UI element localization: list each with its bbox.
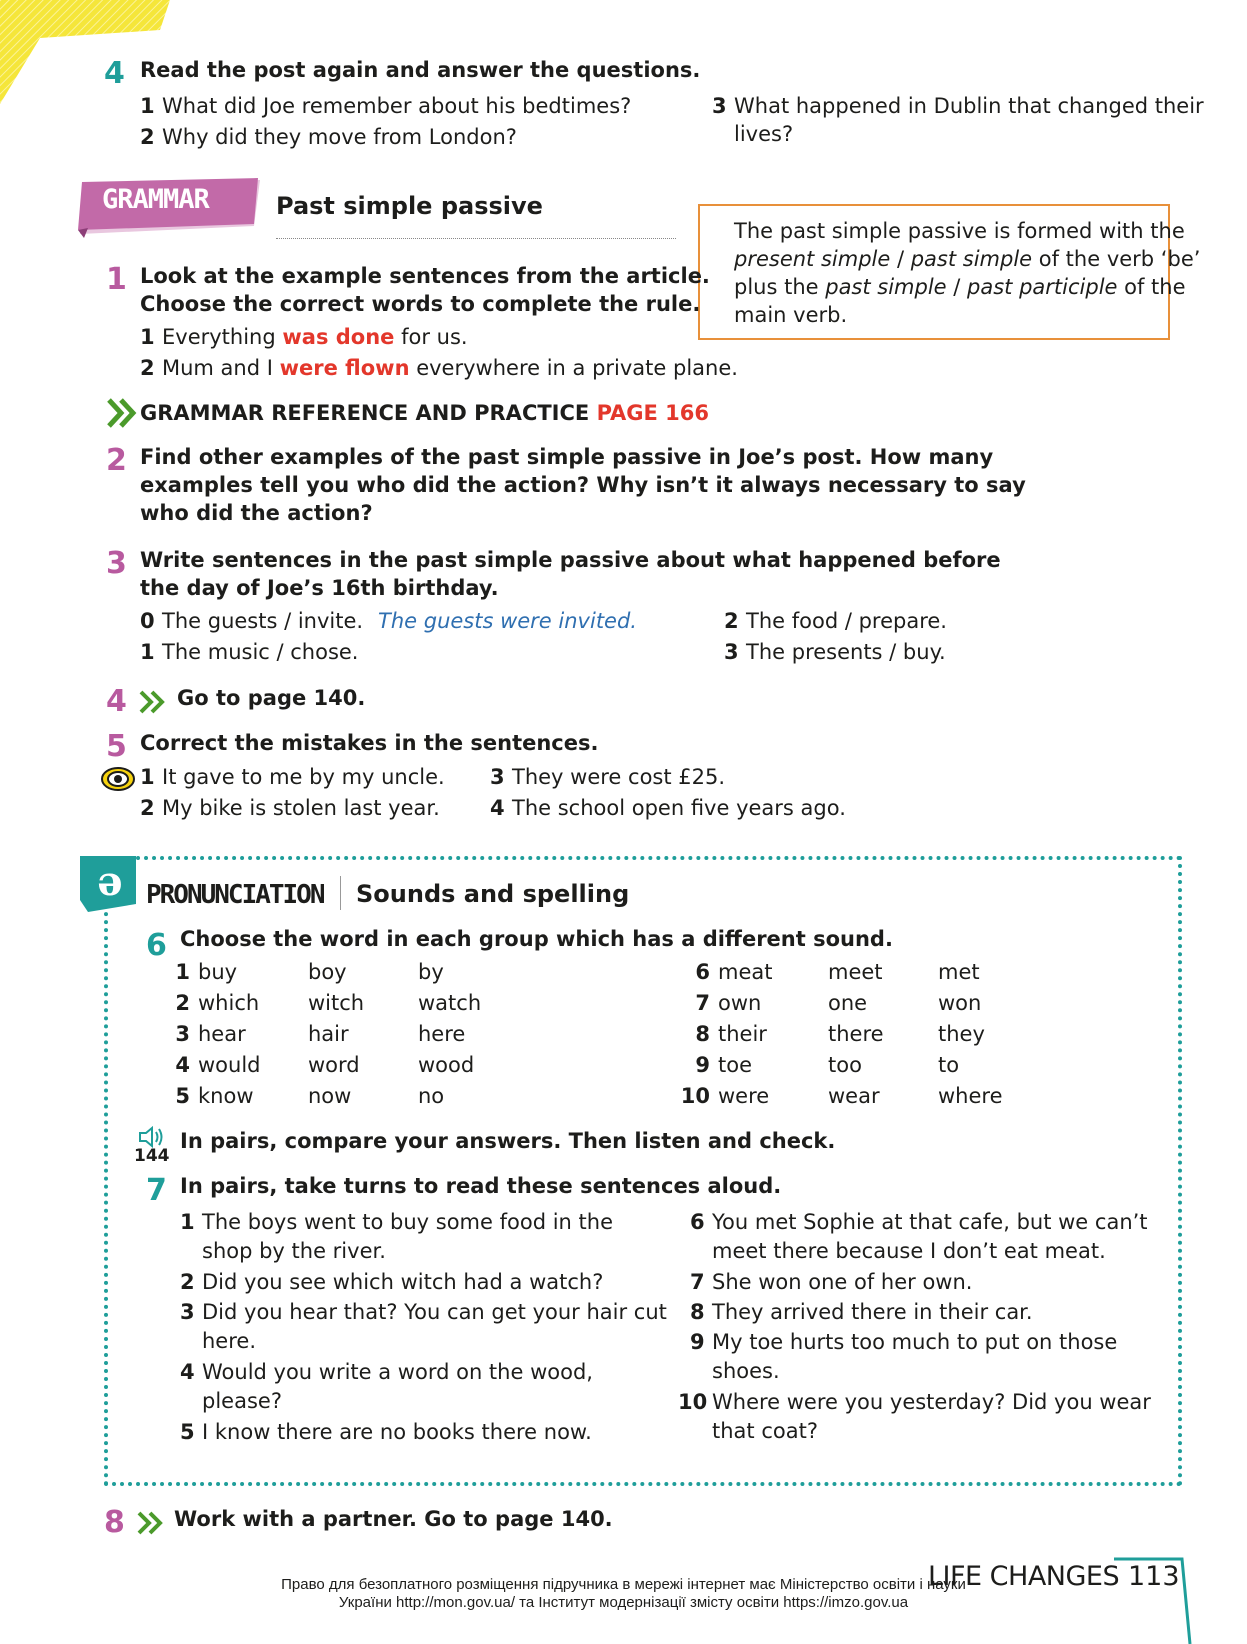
word-group-number: 10 xyxy=(680,1084,710,1108)
sentence-3: 3 Did you hear that? You can get your hair cut xyxy=(180,1300,667,1324)
word-group-number: 6 xyxy=(695,960,710,984)
grammar-example-1: 1 Everything was done for us. xyxy=(140,325,468,349)
word-group-number: 3 xyxy=(175,1022,190,1046)
grammar-exercise-3-item-2[interactable]: 2 The food / prepare. xyxy=(724,609,947,633)
word-option[interactable]: were xyxy=(718,1084,770,1108)
sentence-1-cont: shop by the river. xyxy=(202,1239,386,1263)
word-option[interactable]: toe xyxy=(718,1053,753,1077)
exercise-8-number: 8 xyxy=(104,1505,125,1540)
word-option[interactable]: hear xyxy=(198,1022,246,1046)
sentence-4-cont: please? xyxy=(202,1389,282,1413)
exercise-4-number: 4 xyxy=(104,56,125,91)
pronunciation-exercise-7-number: 7 xyxy=(146,1173,167,1208)
word-option[interactable]: they xyxy=(938,1022,985,1046)
grammar-exercise-3-line-1: Write sentences in the past simple passive about what happened before xyxy=(140,548,1001,572)
speaker-icon[interactable] xyxy=(138,1126,166,1148)
grammar-exercise-1-instruction-2: Choose the correct words to complete the rule. xyxy=(140,292,701,316)
pronunciation-exercise-6-instruction: Choose the word in each group which has a different sound. xyxy=(180,927,893,951)
sentence-6: 6 You met Sophie at that cafe, but we can’t xyxy=(690,1210,1148,1234)
word-option[interactable]: meat xyxy=(718,960,773,984)
pronunciation-divider xyxy=(340,876,341,910)
pronunciation-exercise-6-number: 6 xyxy=(146,928,167,963)
word-option[interactable]: too xyxy=(828,1053,862,1077)
rule-line-1: The past simple passive is formed with the xyxy=(734,219,1185,243)
grammar-exercise-3-line-2: the day of Joe’s 16th birthday. xyxy=(140,576,499,600)
pronunciation-title: Sounds and spelling xyxy=(356,880,630,908)
grammar-reference-link[interactable]: GRAMMAR REFERENCE AND PRACTICE PAGE 166 xyxy=(140,401,710,425)
word-option[interactable]: would xyxy=(198,1053,261,1077)
word-option[interactable]: their xyxy=(718,1022,767,1046)
word-option[interactable]: wear xyxy=(828,1084,880,1108)
grammar-exercise-1-instruction-1: Look at the example sentences from the article. xyxy=(140,264,710,288)
grammar-exercise-3-item-0: 0 The guests / invite. xyxy=(140,609,364,633)
schwa-symbol: ə xyxy=(97,858,123,905)
word-option[interactable]: won xyxy=(938,991,982,1015)
word-option[interactable]: here xyxy=(418,1022,466,1046)
grammar-exercise-3-number: 3 xyxy=(106,546,127,581)
sentence-7: 7 She won one of her own. xyxy=(690,1270,973,1294)
sentence-9: 9 My toe hurts too much to put on those xyxy=(690,1330,1118,1354)
exercise-8-link[interactable]: Work with a partner. Go to page 140. xyxy=(174,1507,613,1531)
grammar-exercise-3-example-answer: The guests were invited. xyxy=(378,609,637,633)
grammar-exercise-5-instruction: Correct the mistakes in the sentences. xyxy=(140,731,599,755)
word-option[interactable]: there xyxy=(828,1022,884,1046)
grammar-exercise-4-number: 4 xyxy=(106,684,127,719)
grammar-title-underline xyxy=(276,238,676,239)
grammar-label: GRAMMAR xyxy=(102,184,209,215)
grammar-exercise-5-item-2[interactable]: 2 My bike is stolen last year. xyxy=(140,796,440,820)
sentence-9-cont: shoes. xyxy=(712,1359,780,1383)
word-option[interactable]: wood xyxy=(418,1053,475,1077)
word-option[interactable]: which xyxy=(198,991,260,1015)
grammar-exercise-2-line-2: examples tell you who did the action? Why isn’t it always necessary to say xyxy=(140,473,1026,497)
grammar-example-2: 2 Mum and I were flown everywhere in a private plane. xyxy=(140,356,738,380)
word-option[interactable]: witch xyxy=(308,991,365,1015)
grammar-exercise-5-item-1[interactable]: 1 It gave to me by my uncle. xyxy=(140,765,445,789)
word-group-number: 8 xyxy=(695,1022,710,1046)
word-option[interactable]: no xyxy=(418,1084,445,1108)
exercise-4-question-1: 1 What did Joe remember about his bedtimes? xyxy=(140,94,632,118)
word-group-number: 1 xyxy=(175,960,190,984)
grammar-exercise-3-item-3[interactable]: 3 The presents / buy. xyxy=(724,640,946,664)
word-option[interactable]: now xyxy=(308,1084,352,1108)
eye-icon xyxy=(100,765,136,793)
word-group-number: 7 xyxy=(695,991,710,1015)
pronunciation-exercise-7-instruction: In pairs, take turns to read these sentences aloud. xyxy=(180,1174,782,1198)
copyright-notice-line-1: Право для безоплатного розміщення підручника в мережі інтернет має Міністерство освіти і науки xyxy=(281,1576,966,1593)
word-option[interactable]: own xyxy=(718,991,762,1015)
exercise-4-instruction: Read the post again and answer the questions. xyxy=(140,58,701,82)
word-option[interactable]: where xyxy=(938,1084,1003,1108)
sentence-8: 8 They arrived there in their car. xyxy=(690,1300,1033,1324)
exercise-4-question-3: 3 What happened in Dublin that changed their xyxy=(712,94,1204,118)
sentence-10: 10 Where were you yesterday? Did you wear xyxy=(678,1390,1151,1414)
word-group-number: 2 xyxy=(175,991,190,1015)
copyright-notice-line-2: України http://mon.gov.ua/ та Інститут модернізації змісту освіти https://imzo.gov.ua xyxy=(338,1594,909,1611)
sentence-2: 2 Did you see which witch had a watch? xyxy=(180,1270,604,1294)
word-option[interactable]: to xyxy=(938,1053,960,1077)
audio-instruction: In pairs, compare your answers. Then listen and check. xyxy=(180,1129,836,1153)
word-option[interactable]: buy xyxy=(198,960,238,984)
sentence-4: 4 Would you write a word on the wood, xyxy=(180,1360,593,1384)
exercise-4-question-3-cont: lives? xyxy=(734,122,794,146)
grammar-exercise-2-line-3: who did the action? xyxy=(140,501,373,525)
sentence-5: 5 I know there are no books there now. xyxy=(180,1420,592,1444)
rule-line-3[interactable]: plus the past simple / past participle of the xyxy=(734,275,1186,299)
sentence-1: 1 The boys went to buy some food in the xyxy=(180,1210,613,1234)
sentence-6-cont: meet there because I don’t eat meat. xyxy=(712,1239,1106,1263)
grammar-exercise-2-number: 2 xyxy=(106,443,127,478)
sentence-10-cont: that coat? xyxy=(712,1419,818,1443)
word-option[interactable]: met xyxy=(938,960,980,984)
word-option[interactable]: hair xyxy=(308,1022,349,1046)
page-number: 113 xyxy=(1128,1561,1180,1592)
word-group-number: 9 xyxy=(695,1053,710,1077)
word-option[interactable]: meet xyxy=(828,960,883,984)
pronunciation-label: PRONUNCIATION xyxy=(146,880,324,910)
audio-track-number: 144 xyxy=(134,1146,170,1166)
word-option[interactable]: one xyxy=(828,991,868,1015)
word-option[interactable]: word xyxy=(308,1053,360,1077)
word-option[interactable]: by xyxy=(418,960,444,984)
grammar-exercise-5-item-3[interactable]: 3 They were cost £25. xyxy=(490,765,726,789)
word-option[interactable]: boy xyxy=(308,960,347,984)
word-option[interactable]: watch xyxy=(418,991,482,1015)
word-option[interactable]: know xyxy=(198,1084,254,1108)
exercise-4-question-2: 2 Why did they move from London? xyxy=(140,125,517,149)
grammar-title: Past simple passive xyxy=(276,192,543,220)
grammar-exercise-2-line-1: Find other examples of the past simple passive in Joe’s post. How many xyxy=(140,445,994,469)
rule-line-4: main verb. xyxy=(734,303,848,327)
grammar-exercise-3-item-1[interactable]: 1 The music / chose. xyxy=(140,640,359,664)
double-chevron-icon xyxy=(106,397,138,429)
double-chevron-icon xyxy=(136,1509,166,1537)
grammar-exercise-5-item-4[interactable]: 4 The school open five years ago. xyxy=(490,796,846,820)
word-group-number: 5 xyxy=(175,1084,190,1108)
grammar-exercise-5-number: 5 xyxy=(106,729,127,764)
grammar-exercise-1-number: 1 xyxy=(106,262,127,297)
word-group-number: 4 xyxy=(175,1053,190,1077)
sentence-3-cont: here. xyxy=(202,1329,256,1353)
rule-line-2[interactable]: present simple / past simple of the verb ‘be’ xyxy=(734,247,1201,271)
double-chevron-icon xyxy=(138,688,168,716)
grammar-exercise-4-link[interactable]: Go to page 140. xyxy=(177,686,366,710)
unit-title: LIFE CHANGES xyxy=(928,1561,1120,1592)
